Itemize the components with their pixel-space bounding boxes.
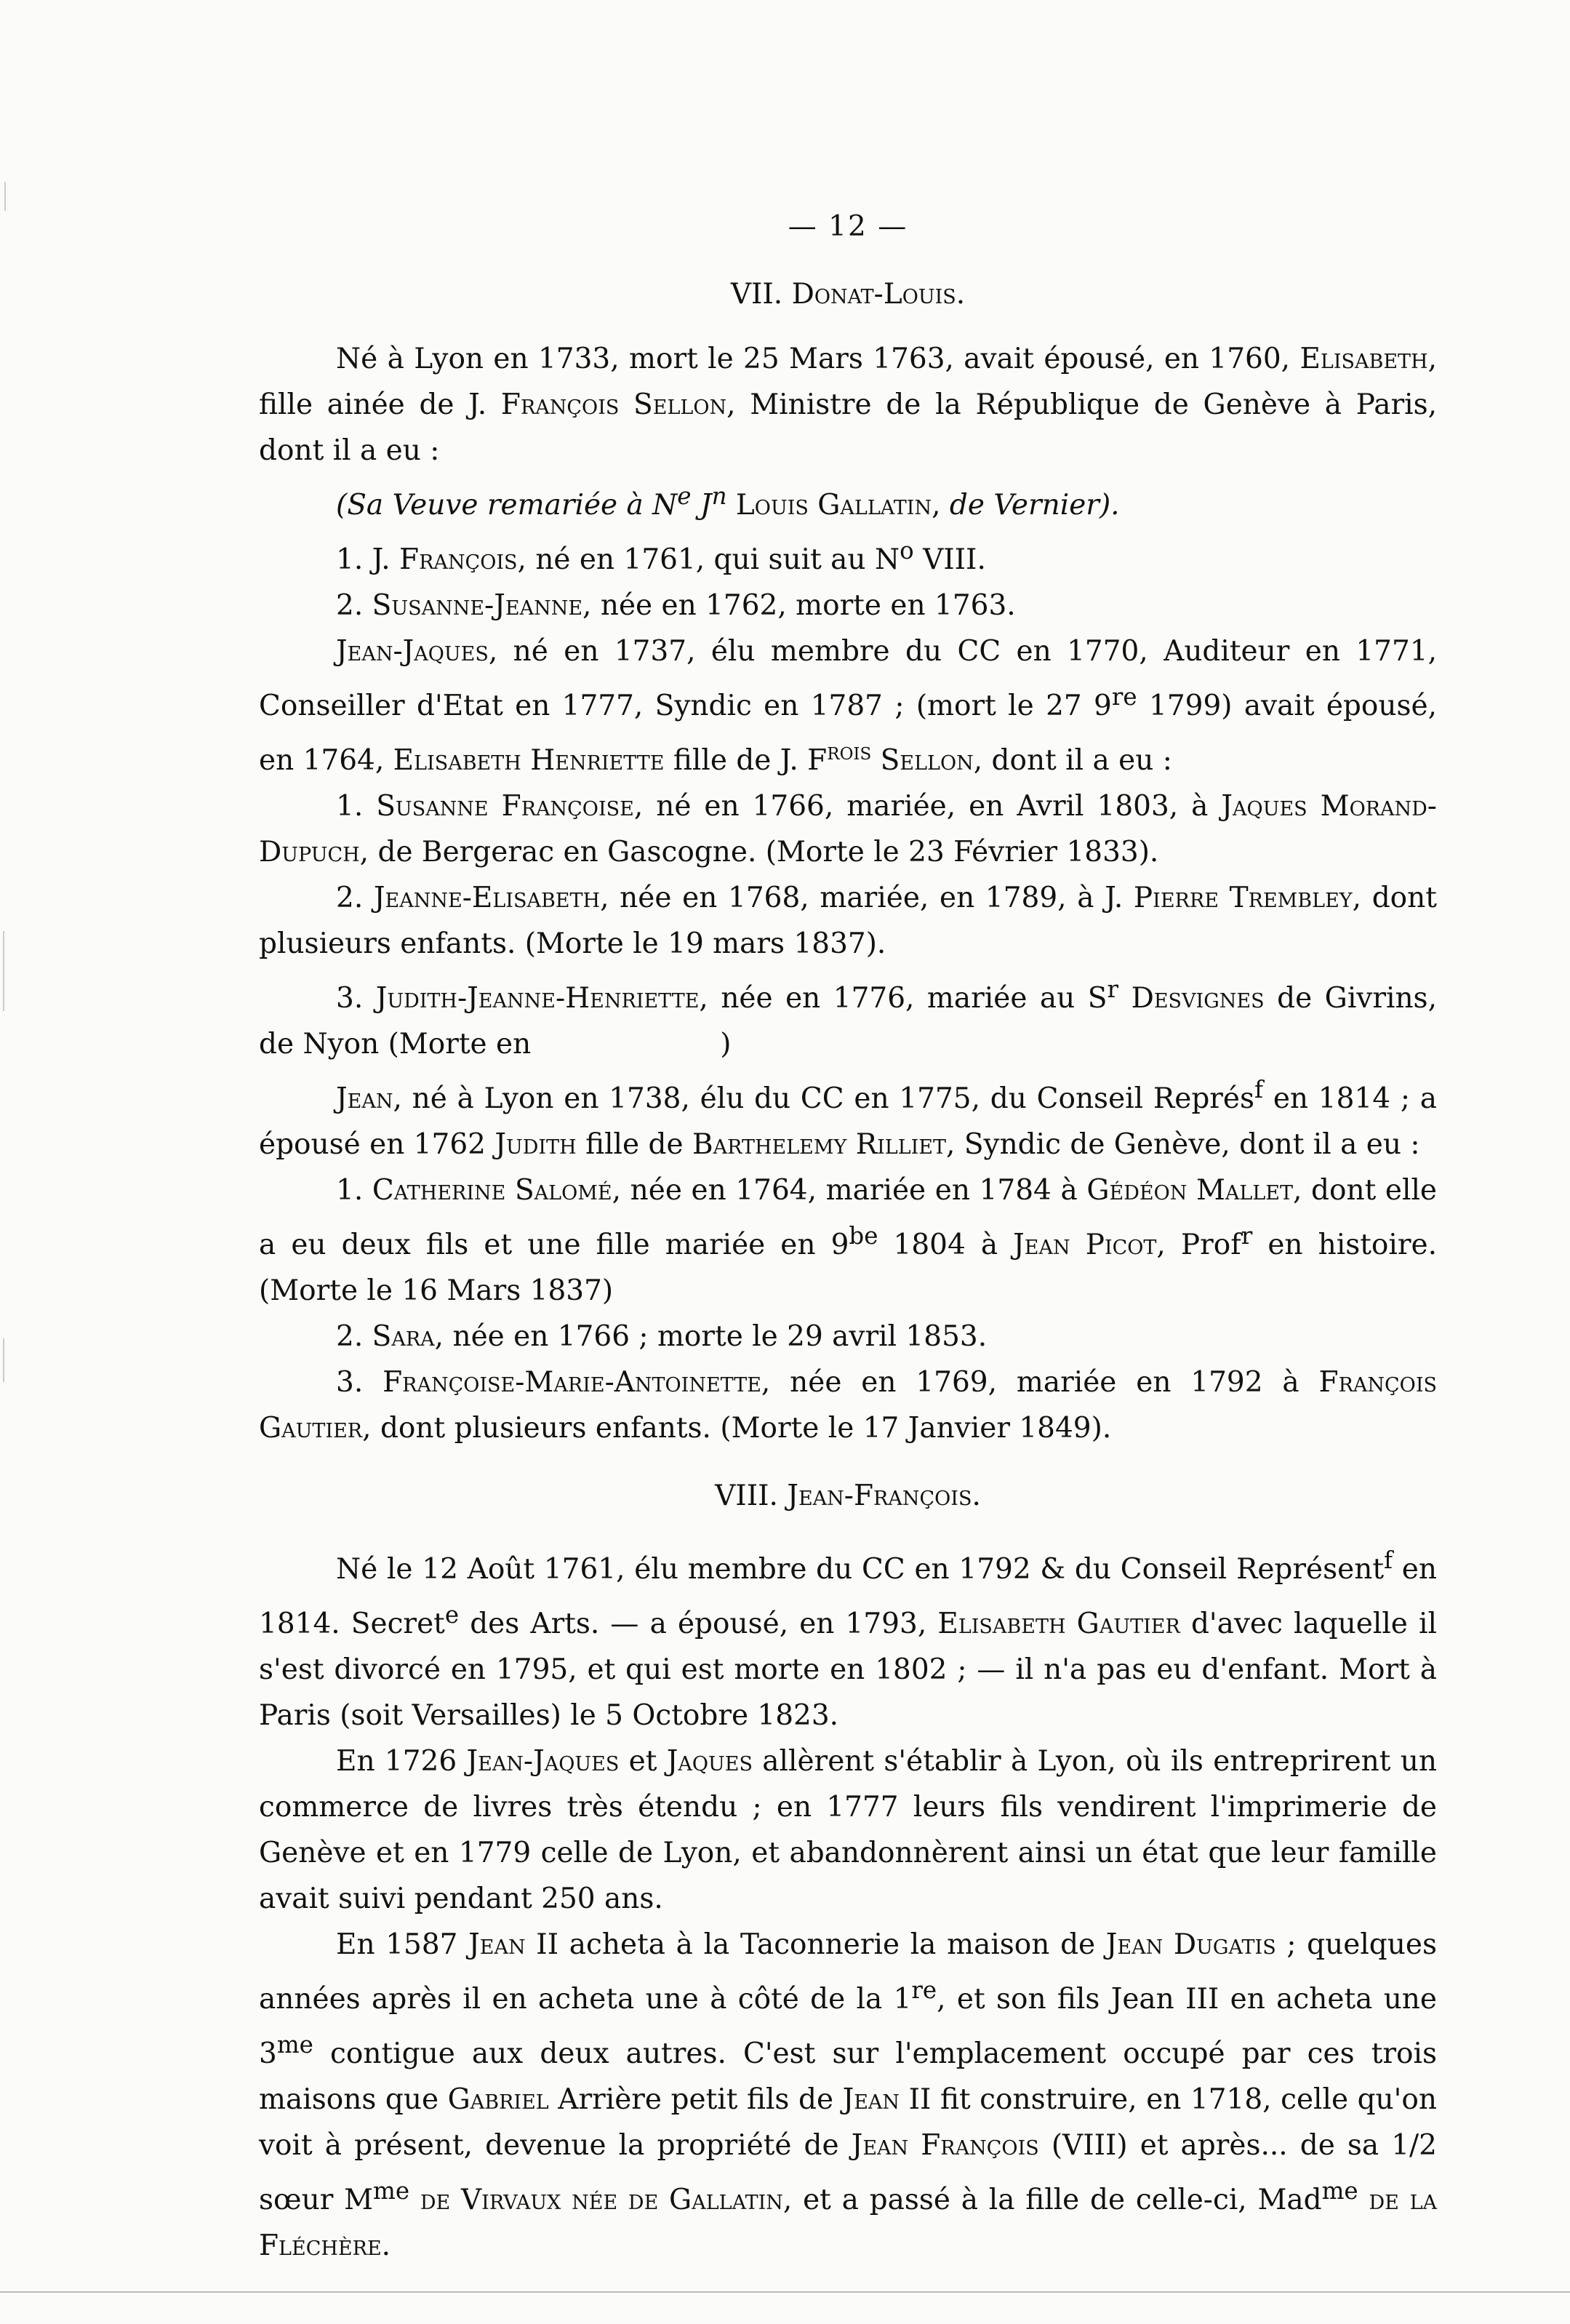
text: des Arts. — a épousé, en 1793, <box>470 1608 927 1640</box>
section-title: Donat-Louis. <box>791 278 966 311</box>
person-name: Elisabeth Gautier <box>937 1608 1180 1640</box>
person-name: Catherine Salomé, <box>372 1174 621 1207</box>
person-name: Jean François <box>851 2129 1039 2162</box>
person-name: Elisabeth, <box>1299 343 1437 375</box>
page-body <box>259 204 1437 2269</box>
list-item <box>259 1314 1437 1359</box>
text: dont il a eu : <box>991 744 1172 777</box>
text: de Givrins, de Nyon (Morte en <box>259 982 1437 1061</box>
item-number: 1. J. <box>336 543 391 576</box>
paragraph-jean-jaques <box>259 628 1437 783</box>
person-name: Jean Dugatis ; <box>1105 1928 1297 1961</box>
text: fille de J. F <box>673 744 828 777</box>
text: en 1814. Secret <box>259 1553 1437 1640</box>
item-number: 1. <box>336 790 364 823</box>
superscript: re <box>1111 683 1137 711</box>
person-name: Jeanne-Elisabeth, <box>373 882 609 914</box>
person-name: Pierre Trembley, <box>1133 882 1362 914</box>
text: Prof <box>1180 1229 1241 1261</box>
text: J <box>700 489 712 522</box>
text: née en 1766 ; morte le 29 avril 1853. <box>452 1320 988 1353</box>
person-name: Elisabeth Henriette <box>393 744 665 777</box>
text: Ministre de la République de Genève à Paris, dont il a eu : <box>259 388 1437 467</box>
text: Syndic de Genève, dont il a eu : <box>964 1128 1420 1161</box>
list-item <box>259 528 1437 583</box>
text: ) <box>720 1028 732 1061</box>
text: née en 1762, morte en 1763. <box>600 589 1016 622</box>
person-name: Jaques Morand-Dupuch, <box>259 790 1437 868</box>
section-title: Jean-François. <box>787 1480 981 1512</box>
text: né à Lyon en 1738, élu du CC en 1775, du Conseil Représ <box>412 1082 1255 1115</box>
person-name: Françoise-Marie-Antoinette, <box>383 1366 771 1399</box>
text: fille ainée de J. <box>259 388 487 421</box>
item-number: 2. <box>336 589 364 622</box>
superscript: re <box>911 1976 937 2004</box>
item-number: 2. <box>336 882 364 914</box>
item-number: 2. <box>336 1320 364 1353</box>
paragraph-1587 <box>259 1922 1437 2269</box>
superscript: f <box>1254 1076 1264 1103</box>
person-name: Jean-Jaques <box>466 1745 620 1778</box>
person-name: Gabriel <box>447 2083 549 2116</box>
text: né en 1737, élu membre du CC en 1770, Auditeur en 1771, Conseiller d'Etat en 1777, Syndic en 1787 ; (mort le 27 9 <box>259 635 1437 722</box>
text: né en 1766, mariée, en Avril 1803, à <box>656 790 1209 823</box>
text: né en 1761, qui suit au N <box>535 543 900 576</box>
person-name: Judith-Jeanne-Henriette, <box>375 982 708 1015</box>
text: et <box>628 1745 657 1778</box>
text: en 1814 ; a épousé en 1762 <box>259 1082 1437 1161</box>
text: fille de <box>585 1128 684 1161</box>
scan-edge-mark <box>3 931 4 1011</box>
superscript: me <box>1321 2177 1358 2205</box>
superscript: rois <box>827 738 872 765</box>
list-item <box>259 967 1437 1067</box>
item-number: 1. <box>336 1174 364 1207</box>
text: (VIII) et après... de sa 1/2 sœur M <box>259 2129 1437 2216</box>
text: VIII. <box>923 543 986 576</box>
section-heading-viii <box>259 1473 1437 1519</box>
person-name: Susanne-Jeanne, <box>372 589 592 622</box>
text: et a passé à la fille de celle-ci, Mad <box>803 2184 1322 2216</box>
text: en histoire. (Morte le 16 Mars 1837) <box>259 1229 1437 1307</box>
person-name: Barthelemy Rilliet, <box>692 1128 956 1161</box>
page-number: — 12 — <box>788 210 908 243</box>
text: contigue aux deux autres. C'est sur l'emplacement occupé par ces trois maisons que <box>259 2037 1437 2116</box>
person-name: Louis Gallatin, <box>735 489 941 522</box>
paragraph-donat-louis <box>259 336 1437 474</box>
text: En 1726 <box>336 1745 457 1778</box>
item-number: 3. <box>336 1366 364 1399</box>
person-name: Jean II <box>842 2083 932 2116</box>
person-name: Sellon, <box>880 744 983 777</box>
text: de Bergerac en Gascogne. (Morte le 23 Février 1833). <box>377 836 1159 868</box>
text: Né à Lyon en 1733, mort le 25 Mars 1763, avait épousé, en 1760, <box>336 343 1291 375</box>
list-item <box>259 583 1437 628</box>
person-name: Gédéon Mallet, <box>1086 1174 1302 1207</box>
text: d'avec laquelle il s'est divorcé en 1795, et qui est morte en 1802 ; — il n'a pas eu d'enfant. Mort à Paris (soit Versailles) le 5 Octobre 1823. <box>259 1608 1437 1732</box>
text: En 1587 <box>336 1928 458 1961</box>
person-name: Judith <box>494 1128 577 1161</box>
text: née en 1768, mariée, en 1789, à J. <box>620 882 1124 914</box>
person-name: Desvignes <box>1131 982 1265 1015</box>
text: Né le 12 Août 1761, élu membre du CC en 1792 & du Conseil Représent <box>336 1553 1384 1586</box>
person-name: de la Fléchère. <box>259 2184 1438 2262</box>
superscript: me <box>276 2031 313 2059</box>
text: dont plusieurs enfants. (Morte le 19 mars 1837). <box>259 882 1437 960</box>
paragraph-jean <box>259 1067 1437 1167</box>
superscript: o <box>900 537 914 564</box>
text: quelques années après il en acheta une à côté de la 1 <box>259 1928 1437 2016</box>
person-name: Jean, <box>336 1082 402 1115</box>
superscript: r <box>1107 975 1119 1003</box>
paragraph-1726 <box>259 1738 1437 1922</box>
item-number: 3. <box>336 982 364 1015</box>
text: fit construire, en 1718, celle qu'on voit à présent, devenue la propriété de <box>259 2083 1437 2162</box>
person-name: François, <box>399 543 526 576</box>
text: née en 1764, mariée en 1784 à <box>630 1174 1078 1207</box>
superscript: n <box>711 482 727 510</box>
person-name: Jean Picot, <box>1013 1229 1166 1261</box>
list-item <box>259 783 1437 875</box>
text: de Vernier). <box>949 489 1120 522</box>
list-item <box>259 1167 1437 1314</box>
list-item <box>259 875 1437 967</box>
text: 1799) avait épousé, en 1764, <box>259 690 1437 777</box>
list-item <box>259 1359 1437 1451</box>
superscript: me <box>373 2177 410 2205</box>
note-remarriage <box>259 474 1437 528</box>
person-name: Jaques <box>666 1745 753 1778</box>
section-number: VIII. <box>715 1480 778 1512</box>
text: née en 1769, mariée en 1792 à <box>790 1366 1299 1399</box>
page-bottom-edge <box>0 2291 1570 2293</box>
text: dont plusieurs enfants. (Morte le 17 Janvier 1849). <box>380 1412 1112 1445</box>
text: dont elle a eu deux fils et une fille mariée en 9 <box>259 1174 1438 1261</box>
person-name: Susanne Françoise, <box>376 790 644 823</box>
text: , et son fils Jean III en acheta une 3 <box>259 1983 1438 2070</box>
person-name: Sara, <box>372 1320 444 1353</box>
person-name: François Sellon, <box>500 388 736 421</box>
scan-edge-mark <box>3 1338 4 1382</box>
text: acheta à la Taconnerie la maison de <box>569 1928 1096 1961</box>
superscript: be <box>849 1222 878 1250</box>
scan-edge-mark <box>4 182 6 211</box>
text: 1804 à <box>893 1229 998 1261</box>
section-heading-vii <box>259 271 1437 317</box>
superscript: e <box>444 1601 460 1629</box>
person-name: de Virvaux née de Gallatin, <box>420 2184 793 2216</box>
text: allèrent s'établir à Lyon, où ils entreprirent un commerce de livres très étendu ; en 1777 leurs fils vendirent l'imprimerie de Genève et en 1779 celle de Lyon, et abandonnèrent ainsi un état que leur famille avait suivi pendant 250 ans. <box>259 1745 1437 1915</box>
person-name: Jean-Jaques, <box>336 635 498 668</box>
person-name: François Gautier, <box>259 1366 1437 1445</box>
superscript: f <box>1384 1546 1393 1574</box>
superscript: r <box>1241 1222 1253 1250</box>
text: née en 1776, mariée au S <box>721 982 1108 1015</box>
person-name: Jean II <box>468 1928 559 1961</box>
text: (Sa Veuve remariée à N <box>336 489 678 522</box>
superscript: e <box>677 482 692 510</box>
text: Arrière petit fils de <box>558 2083 834 2116</box>
paragraph-jean-francois <box>259 1538 1437 1738</box>
section-number: VII. <box>730 278 783 311</box>
